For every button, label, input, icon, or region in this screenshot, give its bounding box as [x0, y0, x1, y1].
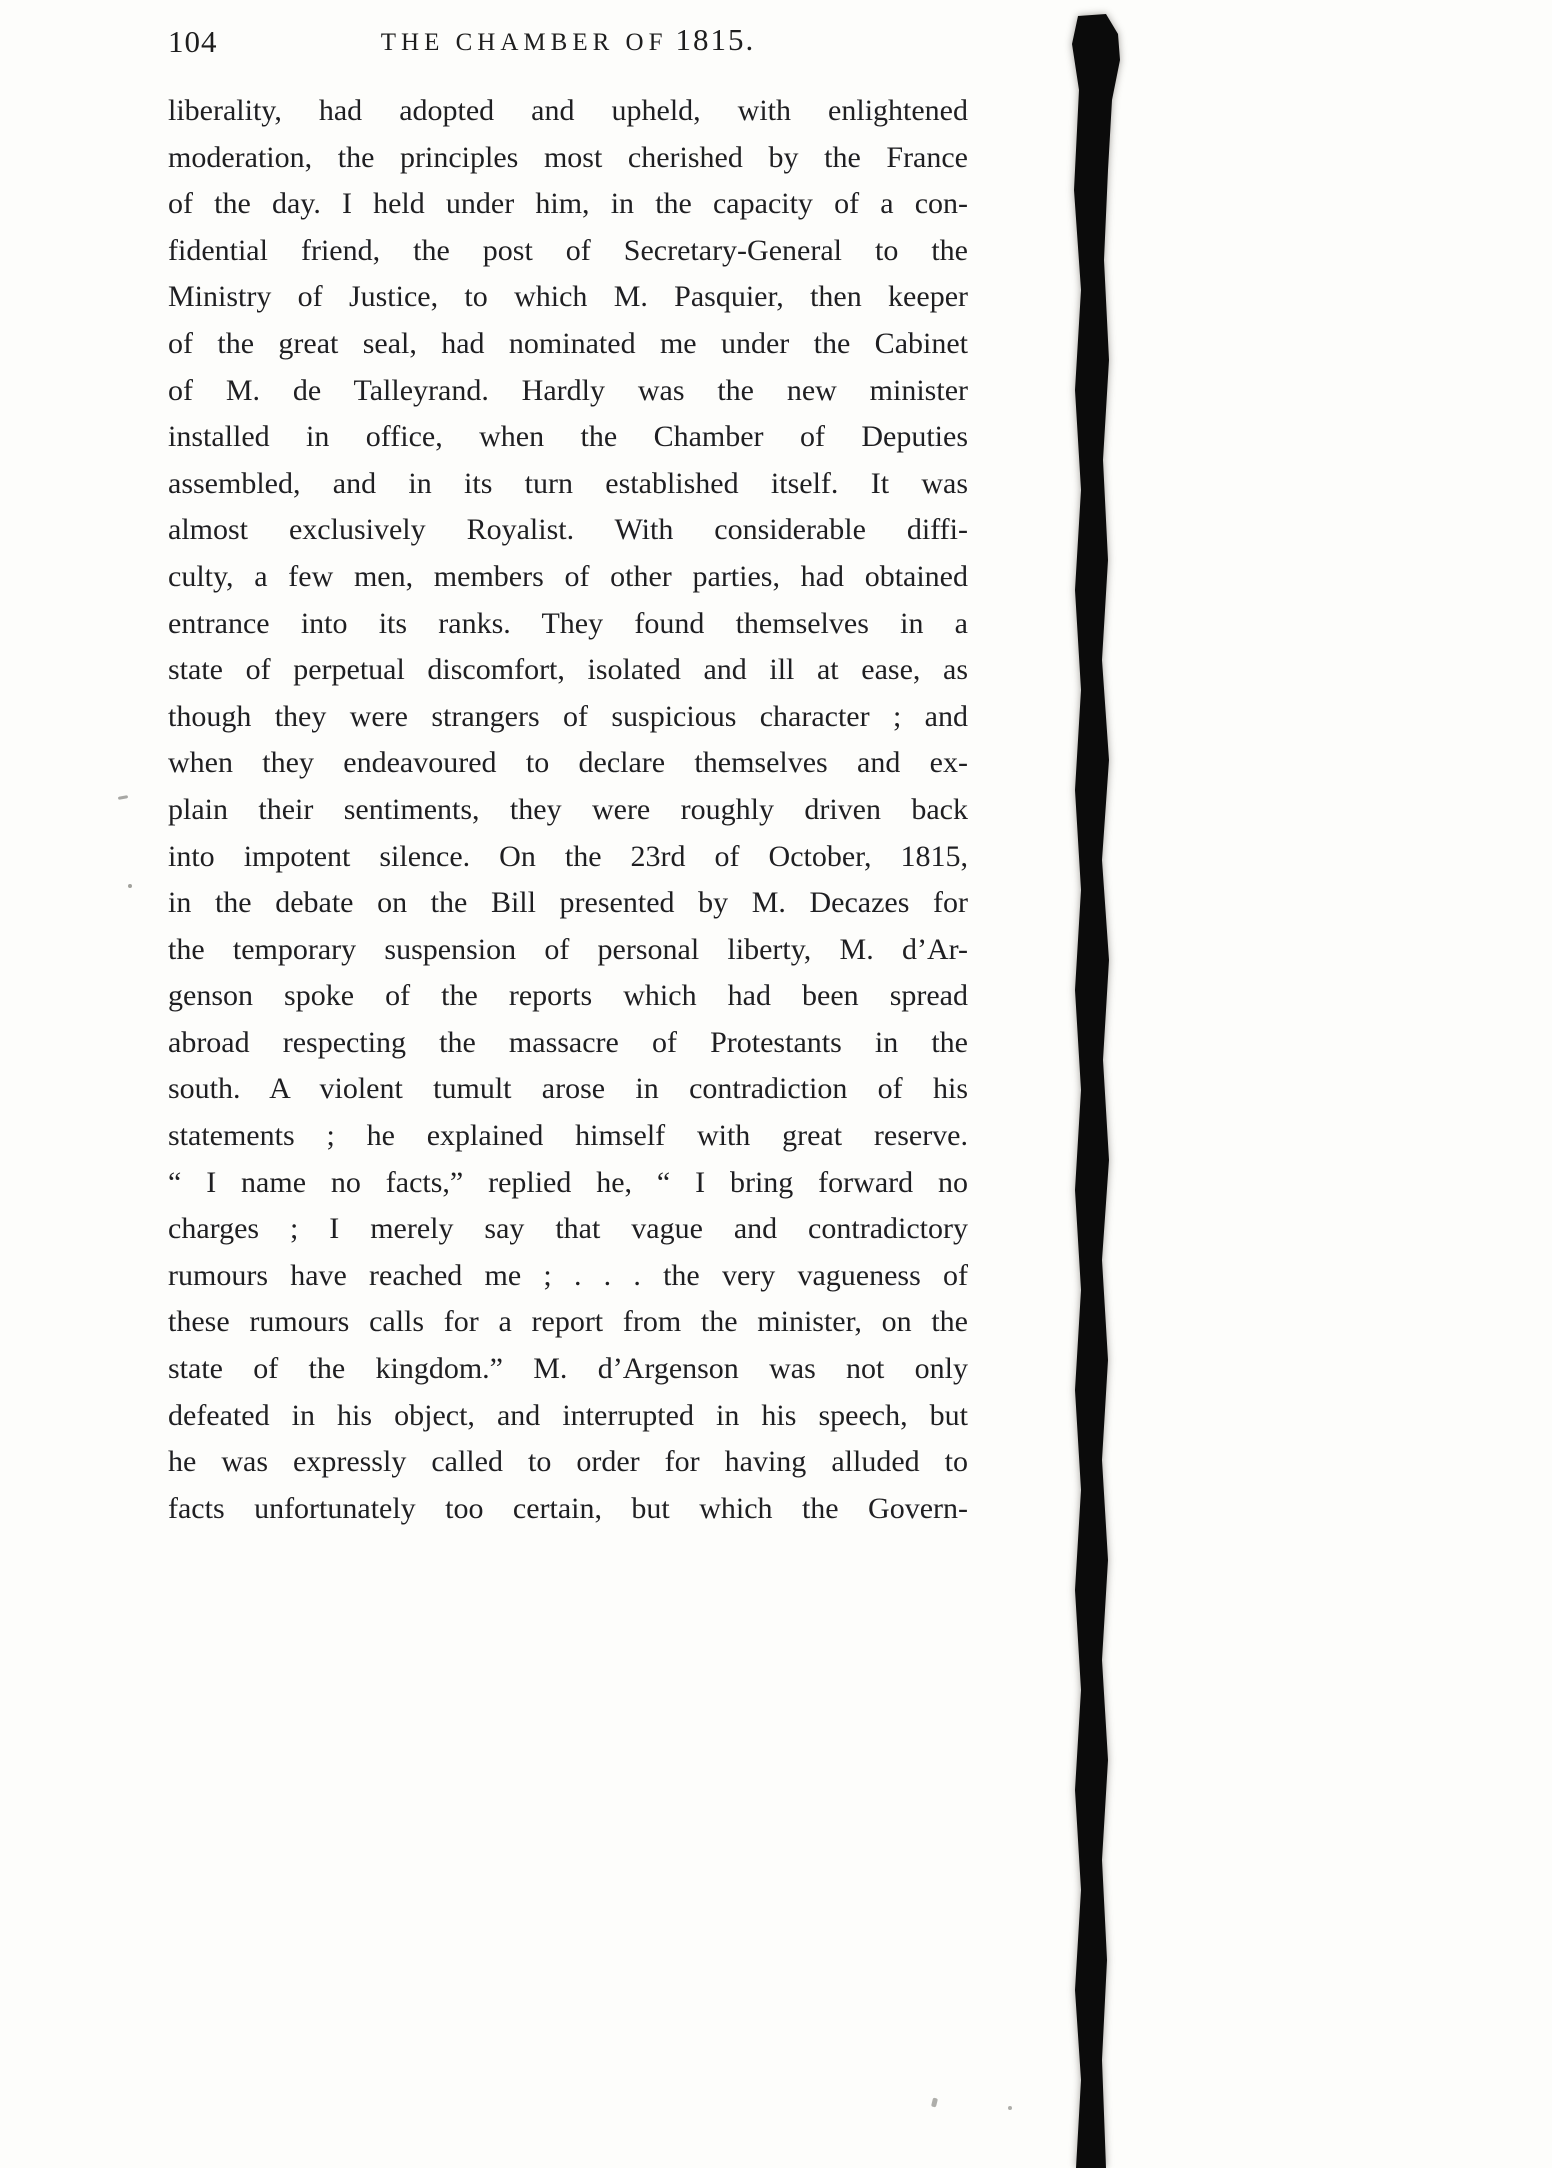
text-line: the temporary suspension of personal liberty, M. d’Ar- [168, 932, 968, 966]
text-line: plain their sentiments, they were roughly driven back [168, 792, 968, 826]
text-line: liberality, had adopted and upheld, with enlightened [168, 94, 968, 127]
text-line: culty, a few men, members of other parties, had obtained [168, 559, 968, 593]
text-line: he was expressly called to order for having alluded to [168, 1445, 968, 1479]
page-header [168, 22, 968, 66]
text-line: of the great seal, had nominated me under the Cabinet [168, 326, 968, 360]
text-line: facts unfortunately too certain, but which the Govern- [168, 1491, 968, 1525]
text-line: state of perpetual discomfort, isolated and ill at ease, as [168, 653, 968, 687]
text-line: south. A violent tumult arose in contradiction of his [168, 1072, 968, 1106]
scan-edge-artifact [1048, 0, 1148, 2168]
text-line: assembled, and in its turn established itself. It was [168, 466, 968, 500]
scan-speck [128, 884, 132, 888]
text-line: though they were strangers of suspicious character ; and [168, 699, 968, 733]
text-line: these rumours calls for a report from the minister, on the [168, 1305, 968, 1339]
text-line: when they endeavoured to declare themselves and ex- [168, 746, 968, 780]
text-line: of the day. I held under him, in the capacity of a con- [168, 187, 968, 221]
text-line: fidential friend, the post of Secretary-General to the [168, 233, 968, 267]
text-line: moderation, the principles most cherished by the France [168, 140, 968, 174]
text-line: genson spoke of the reports which had been spread [168, 979, 968, 1013]
text-line: installed in office, when the Chamber of Deputies [168, 420, 968, 454]
running-header-title: THE CHAMBER OF [380, 29, 668, 56]
running-header-year: 1815. [675, 22, 756, 57]
text-line: entrance into its ranks. They found themselves in a [168, 606, 968, 640]
page-text [168, 88, 968, 1532]
scan-speck [931, 2098, 938, 2108]
text-line: Ministry of Justice, to which M. Pasquier, then keeper [168, 280, 968, 314]
text-line: state of the kingdom.” M. d’Argenson was not only [168, 1352, 968, 1386]
text-line: in the debate on the Bill presented by M. Decazes for [168, 886, 968, 920]
scan-speck [1008, 2106, 1012, 2110]
text-line: abroad respecting the massacre of Protestants in the [168, 1025, 968, 1059]
text-line: of M. de Talleyrand. Hardly was the new minister [168, 373, 968, 407]
text-line: almost exclusively Royalist. With considerable diffi- [168, 513, 968, 547]
scan-speck [118, 795, 128, 800]
text-line: into impotent silence. On the 23rd of October, 1815, [168, 839, 968, 873]
text-line: defeated in his object, and interrupted in his speech, but [168, 1398, 968, 1432]
text-line: “ I name no facts,” replied he, “ I bring forward no [168, 1165, 968, 1199]
text-line: rumours have reached me ; . . . the very vagueness of [168, 1258, 968, 1292]
running-header [168, 22, 968, 58]
text-line: charges ; I merely say that vague and contradictory [168, 1212, 968, 1246]
page-number: 104 [168, 24, 218, 59]
text-line: statements ; he explained himself with great reserve. [168, 1119, 968, 1153]
scan-edge-band [1072, 14, 1120, 2168]
